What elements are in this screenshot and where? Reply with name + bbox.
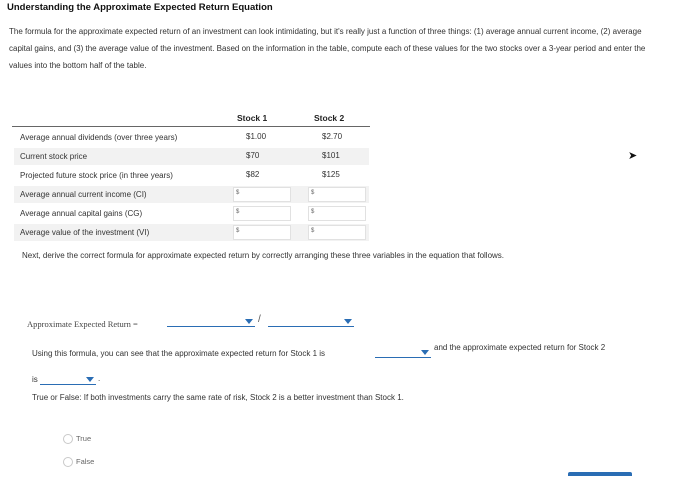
row-label: Average annual capital gains (CG) <box>20 209 143 218</box>
stock1-future-price: $82 <box>246 170 260 179</box>
table-row-ci <box>14 186 369 203</box>
row-label: Projected future stock price (in three years) <box>20 171 173 180</box>
formula-label: Approximate Expected Return = <box>27 319 138 329</box>
bottom-scroll-indicator[interactable] <box>568 472 632 476</box>
stock1-cg-input[interactable] <box>233 206 291 221</box>
stock2-return-dropdown[interactable] <box>40 374 96 385</box>
row-label: Average annual current income (CI) <box>20 190 147 199</box>
stock2-current-price: $101 <box>322 151 340 160</box>
currency-prefix: $ <box>236 209 240 215</box>
chevron-down-icon <box>86 377 94 382</box>
division-slash: / <box>258 314 261 325</box>
true-false-question: True or False: If both investments carry the same rate of risk, Stock 2 is a better investment than Stock 1. <box>32 393 404 402</box>
header-rule <box>12 126 370 127</box>
intro-paragraph: The formula for the approximate expected return of an investment can look intimidating, but it's really just a function of three things: (1) average annual current income, (2) average capital gains, and (3) the average value of the investment. Based on the information in the table, compute each of these values for the two stocks over a 3-year period and enter the values into the bottom half of the table. <box>9 27 646 70</box>
currency-prefix: $ <box>311 209 315 215</box>
table-row-cg <box>14 205 369 222</box>
table-row-current-price <box>14 148 369 165</box>
radio-true-label[interactable]: True <box>76 434 92 443</box>
row-label: Average value of the investment (VI) <box>20 228 150 237</box>
currency-prefix: $ <box>311 190 315 196</box>
chevron-down-icon <box>245 319 253 324</box>
stock1-dividends: $1.00 <box>246 132 267 141</box>
table-row-future-price <box>14 167 369 184</box>
using-text-continued: and the approximate expected return for Stock 2 <box>434 343 606 352</box>
stock2-future-price: $125 <box>322 170 340 179</box>
stock1-current-price: $70 <box>246 151 260 160</box>
currency-prefix: $ <box>236 190 240 196</box>
stock1-vi-input[interactable] <box>233 225 291 240</box>
mouse-cursor-icon: ➤ <box>628 150 638 162</box>
chevron-down-icon <box>421 350 429 355</box>
table-row-dividends <box>14 129 369 146</box>
instruction-text: Next, derive the correct formula for approximate expected return by correctly arranging these three variables in the equation that follows. <box>22 251 505 260</box>
stock2-dividends: $2.70 <box>322 132 343 141</box>
currency-prefix: $ <box>236 228 240 234</box>
denominator-dropdown[interactable] <box>268 316 354 327</box>
stock1-ci-input[interactable] <box>233 187 291 202</box>
header-stock-1: Stock 1 <box>237 113 268 123</box>
stock2-vi-input[interactable] <box>308 225 366 240</box>
radio-false-label[interactable]: False <box>76 457 95 466</box>
radio-true[interactable] <box>63 434 73 444</box>
sentence-period: . <box>98 374 101 383</box>
row-label: Current stock price <box>20 152 88 161</box>
using-text: Using this formula, you can see that the approximate expected return for Stock 1 is <box>32 349 326 358</box>
row-label: Average annual dividends (over three years) <box>20 133 178 142</box>
radio-false[interactable] <box>63 457 73 467</box>
numerator-dropdown[interactable] <box>167 316 255 327</box>
is-text: is <box>32 375 38 384</box>
chevron-down-icon <box>344 319 352 324</box>
page-title: Understanding the Approximate Expected Return Equation <box>7 2 273 13</box>
stock2-ci-input[interactable] <box>308 187 366 202</box>
stock1-return-dropdown[interactable] <box>375 347 431 358</box>
currency-prefix: $ <box>311 228 315 234</box>
stock2-cg-input[interactable] <box>308 206 366 221</box>
table-row-vi <box>14 224 369 241</box>
header-stock-2: Stock 2 <box>314 113 345 123</box>
